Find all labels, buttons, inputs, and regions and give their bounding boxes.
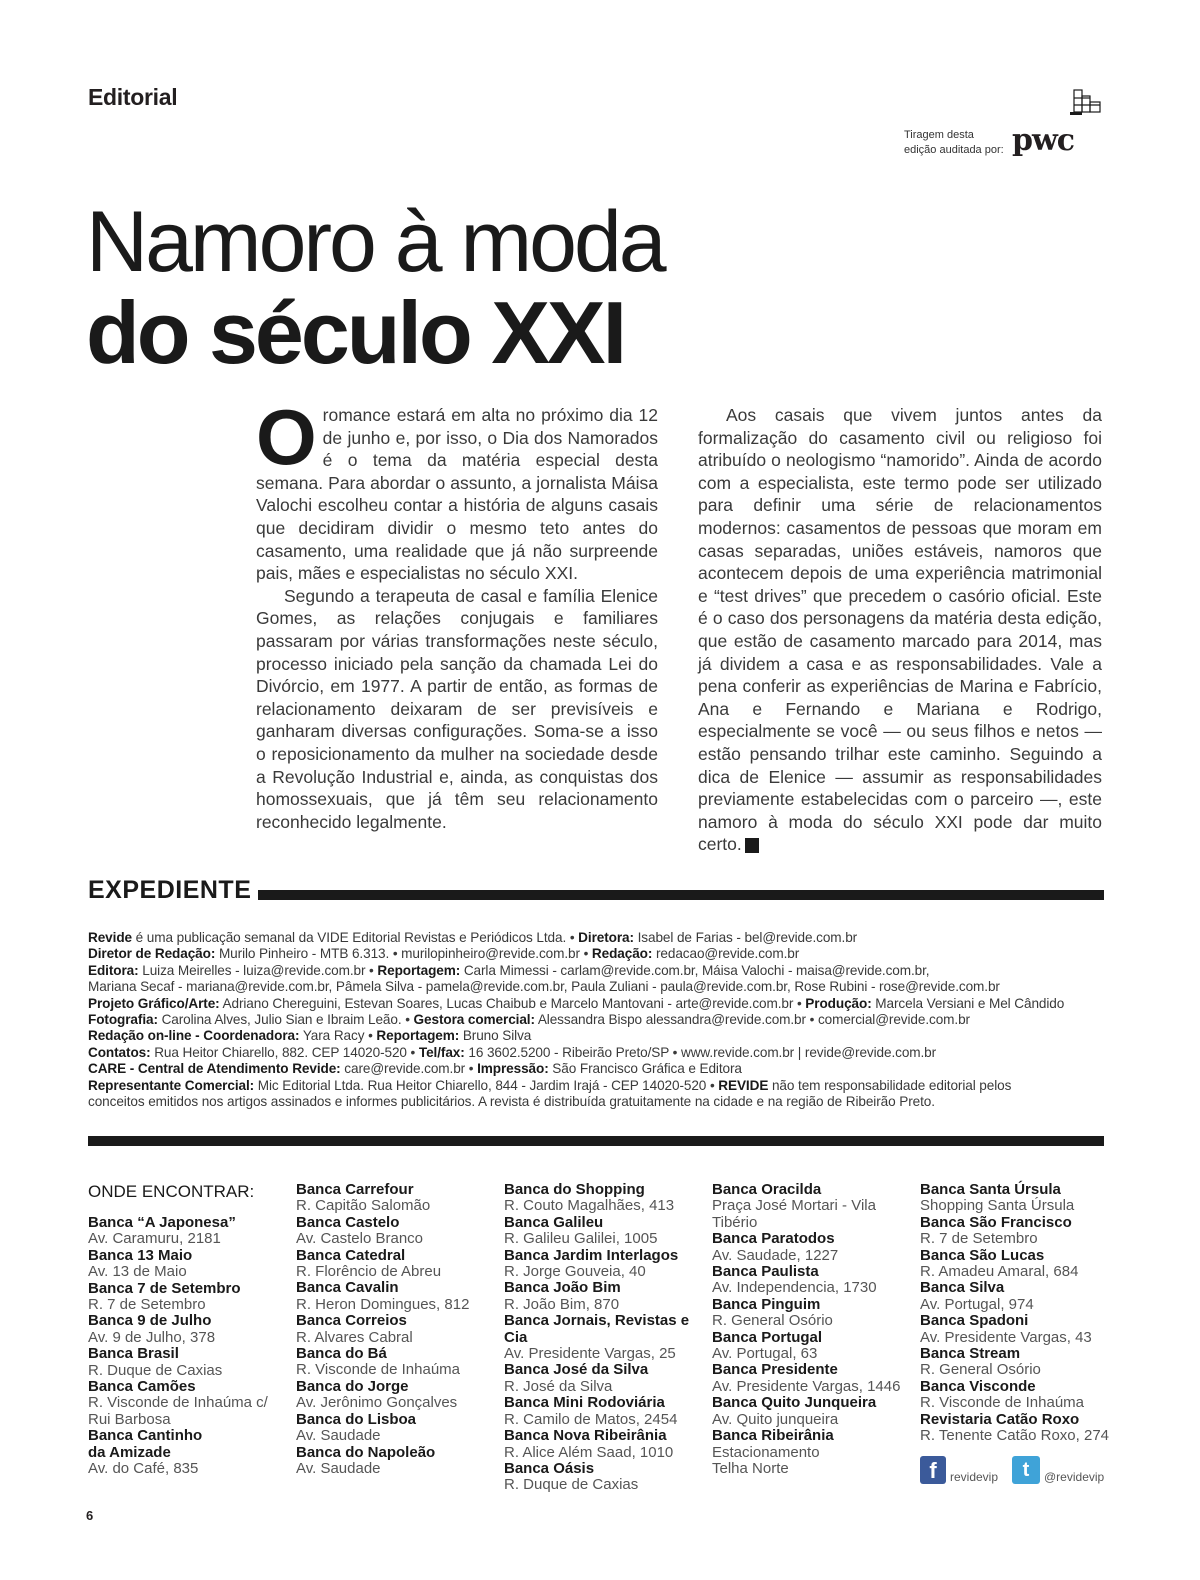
expediente-label: Diretora: [578,930,634,945]
newsstand-address: R. José da Silva [504,1377,613,1395]
newsstand-name: Banca 7 de Setembro [88,1279,241,1297]
newsstand-address: R. General Osório [712,1312,833,1330]
expediente-value: Carla Mimessi - carlam@revide.com.br, Máisa Valochi - maisa@revide.com.br, [460,962,930,978]
expediente-value: não tem responsabilidade editorial pelos [768,1077,1012,1093]
newsstand-name: Banca Castelo [296,1213,400,1231]
newsstand-column [920,1182,1120,1445]
onde-encontrar-title: ONDE ENCONTRAR: [88,1182,255,1201]
newsstand-name: Revistaria Catão Roxo [920,1410,1080,1428]
expediente-label: Representante Comercial: [88,1077,255,1093]
expediente-value: redacao@revide.com.br [652,946,800,962]
expediente-value: care@revide.com.br • [340,1061,478,1077]
newsstand-address: Tibério [712,1213,758,1231]
article-column-right [698,404,1102,856]
expediente-value: Luiza Meirelles - luiza@revide.com.br • [138,962,378,978]
newsstand-address: Av. 9 de Julho, 378 [88,1328,216,1346]
page-number: 6 [86,1508,94,1523]
newsstand-name: Banca Silva [920,1279,1005,1297]
expediente-credits [88,930,1108,1110]
newsstand-name: Banca Camões [88,1378,196,1396]
newsstand-address: R. Duque de Caxias [504,1476,639,1494]
expediente-value: é uma publicação semanal da VIDE Editorial Revistas e Periódicos Ltda. • [131,930,579,945]
newsstand-address: R. 7 de Setembro [920,1230,1038,1248]
newsstand-address: R. Alice Além Saad, 1010 [504,1443,674,1461]
expediente-value: Mic Editorial Ltda. Rua Heitor Chiarello, 844 - Jardim Irajá - CEP 14020-520 • [254,1077,719,1093]
newsstand-name: Banca São Francisco [920,1213,1072,1231]
newsstand-address: R. General Osório [920,1361,1041,1379]
newsstand-name: Banca do Napoleão [296,1443,436,1461]
newsstand-name: Banca Carrefour [296,1181,414,1198]
newsstand-address: R. Tenente Catão Roxo, 274 [920,1427,1110,1445]
expediente-label: Redação on-line - Coordenadora: [88,1028,300,1044]
expediente-label: Gestora comercial: [413,1012,535,1028]
newsstand-name: Banca José da Silva [504,1361,649,1379]
expediente-line [88,979,1108,995]
newsstand-name: Banca Jardim Interlagos [504,1246,679,1264]
newsstand-name: Banca do Lisboa [296,1410,417,1428]
expediente-label: Redação: [591,946,653,962]
expediente-line [88,1045,1108,1061]
expediente-label: Editora: [88,962,139,978]
newsstand-name: Banca do Shopping [504,1181,645,1198]
expediente-value: Mariana Secaf - mariana@revide.com.br, Pâmela Silva - pamela@revide.com.br, Paula Zuliani - paula@revide.com.br, Rose Rubini - rose@revide.com.br [88,979,1000,995]
newsstand-name: Banca 9 de Julho [88,1312,212,1330]
newsstand-address: Av. Independencia, 1730 [712,1279,877,1297]
newsstand-address: R. Visconde de Inhaúma [296,1361,460,1379]
newsstand-name: Banca Jornais, Revistas e Cia [504,1312,690,1346]
expediente-value: Isabel de Farias - bel@revide.com.br [633,930,858,945]
expediente-line [88,1094,1108,1110]
expediente-label: REVIDE [718,1077,769,1093]
expediente-value: Bruno Silva [459,1028,532,1044]
expediente-label: Revide [88,930,132,945]
newsstand-name: Banca Mini Rodoviária [504,1394,665,1412]
expediente-label: Produção: [805,995,872,1011]
newsstand-name: Banca Brasil [88,1345,179,1363]
expediente-line [88,1061,1108,1077]
newsstand-address: Av. Portugal, 974 [920,1295,1034,1313]
newsstand-name: Banca do Jorge [296,1377,409,1395]
newsstand-name: Banca Ribeirânia [712,1427,834,1445]
expediente-line [88,996,1108,1012]
newsstand-name: Banca João Bim [504,1279,621,1297]
newsstand-address: Av. Presidente Vargas, 25 [504,1345,676,1363]
end-mark-icon: r [745,838,759,853]
headline-line-1: Namoro à moda [86,194,664,290]
newsstand-address: Av. Presidente Vargas, 43 [920,1328,1092,1346]
expediente-value: Murilo Pinheiro - MTB 6.313. • murilopinheiro@revide.com.br • [215,946,592,962]
newsstand-name: Banca “A Japonesa” [88,1214,236,1231]
audit-caption-line: Tiragem desta [904,129,974,141]
newsstand-address: Rui Barbosa [88,1410,171,1428]
newsstand-address: R. Couto Magalhães, 413 [504,1197,675,1215]
newsstand-name: Banca São Lucas [920,1246,1045,1264]
expediente-label: Reportagem: [376,1028,460,1044]
newsstand-name: Banca Presidente [712,1361,838,1379]
expediente-label: Contatos: [88,1044,151,1060]
newsstand-address: Av. 13 de Maio [88,1263,187,1281]
newsstand-name: Banca Cantinho [88,1427,203,1445]
article-paragraph [698,404,1102,856]
newsstand-name: Banca Stream [920,1345,1021,1363]
newsstand-address: R. Florêncio de Abreu [296,1263,442,1281]
newsstand-column [504,1182,704,1494]
newsstand-column [88,1215,288,1478]
expediente-label: Impressão: [477,1061,549,1077]
expediente-label: Diretor de Redação: [88,946,216,962]
section-label: Editorial [88,84,178,110]
newsstand-address: Av. Jerônimo Gonçalves [296,1394,458,1412]
facebook-link[interactable] [920,1454,998,1484]
newsstand-address: Av. Presidente Vargas, 1446 [712,1377,901,1395]
expediente-label: Reportagem: [377,962,461,978]
expediente-value: Alessandra Bispo alessandra@revide.com.br • comercial@revide.com.br [534,1012,970,1028]
newsstand-name: Banca Portugal [712,1328,823,1346]
expediente-value: Rua Heitor Chiarello, 882. CEP 14020-520 • [150,1044,419,1060]
expediente-value: Carolina Alves, Julio Sian e Ibraim Leão. • [157,1012,414,1028]
newsstand-name: Banca Spadoni [920,1312,1029,1330]
newsstand-address: R. 7 de Setembro [88,1296,206,1314]
expediente-label: Fotografia: [88,1012,158,1028]
article-paragraph-text: romance estará em alta no próximo dia 12 de junho e, por isso, o Dia dos Namorados é o tema da matéria especial desta semana. Para abordar o assunto, a jornalista Máisa Valochi escolheu contar a história de alguns casais que decidiram dividir o mesmo teto antes do casamento, uma realidade que já não surpreende pais, mães e especialistas no século XXI. [256,405,658,584]
pwc-logo: pwc [1012,123,1075,158]
newsstand-name: Banca Oásis [504,1459,595,1477]
expediente-line [88,1012,1108,1028]
twitter-icon[interactable]: t [1012,1456,1040,1484]
newsstand-address: R. Galileu Galilei, 1005 [504,1230,658,1248]
expediente-label: CARE - Central de Atendimento Revide: [88,1061,341,1077]
twitter-handle[interactable]: @revidevip [1044,1470,1105,1484]
newsstand-name: Banca Cavalin [296,1279,399,1297]
newsstand-address: Praça José Mortari - Vila [712,1197,876,1215]
newsstand-address: R. João Bim, 870 [504,1295,620,1313]
expediente-line [88,946,1108,962]
newsstand-address: R. Amadeu Amaral, 684 [920,1263,1079,1281]
expediente-line [88,1028,1108,1044]
article-paragraph-text: Aos casais que vivem juntos antes da formalização do casamento civil ou religioso foi atribuído o neologismo “namorido”. Ainda de acordo com a especialista, este termo pode ser utilizado para definir uma série de relacionamentos modernos: casamentos de pessoas que moram em casas separadas, uniões estáveis, namoros que acontecem depois de uma experiência matrimonial e “test drives” que precedem o casório oficial. Este é o caso dos personagens da matéria desta edição, que estão de casamento marcado para 2014, mas já dividem a casa e as responsabilidades. Vale a pena conferir as experiências de Marina e Fabrício, Ana e Fernando e Mariana e Rodrigo, especialmente se você — ou seus filhos e netos — estão pensando trilhar este caminho. Seguindo a dica de Elenice — assumir as responsabilidades previamente estabelecidas com o parceiro —, este namoro à moda do século XXI pode dar muito certo. [698,405,1102,855]
newsstand-address: R. Heron Domingues, 812 [296,1295,470,1313]
newsstand-address: R. Alvares Cabral [296,1328,413,1346]
newsstand-name: Banca Oracilda [712,1181,822,1198]
newsstand-address: R. Visconde de Inhaúma [920,1394,1084,1412]
newsstand-name: Banca Pinguim [712,1295,821,1313]
expediente-value: Yara Racy • [299,1028,377,1044]
expediente-value: Marcela Versiani e Mel Cândido [871,995,1065,1011]
newsstand-name: Banca Quito Junqueira [712,1394,877,1412]
expediente-value: São Francisco Gráfica e Editora [548,1061,742,1077]
newsstand-name: Banca Paratodos [712,1230,835,1248]
expediente-value: 16 3602.5200 - Ribeirão Preto/SP • www.revide.com.br | revide@revide.com.br [464,1044,937,1060]
audit-badge [904,86,1104,166]
newsstand-name: Banca Paulista [712,1263,819,1281]
newsstand-address: Av. Saudade [296,1459,381,1477]
expediente-value: conceitos emitidos nos artigos assinados e informes publicitários. A revista é distribuída gratuitamente na cidade e na região de Ribeirão Preto. [88,1094,935,1110]
expediente-value: Adriano Chereguini, Estevan Soares, Lucas Chaibub e Marcelo Mantovani - arte@revide.com.br • [219,995,806,1011]
newsstand-name: Banca Correios [296,1312,407,1330]
newsstand-address: Shopping Santa Úrsula [920,1197,1075,1215]
newsstand-name: Banca Visconde [920,1377,1036,1395]
newsstand-address: R. Duque de Caxias [88,1361,223,1379]
facebook-handle[interactable]: revidevip [950,1470,999,1484]
dropcap: O [256,393,317,481]
newsstand-address: Av. Castelo Branco [296,1230,424,1248]
newsstand-address: R. Jorge Gouveia, 40 [504,1263,646,1281]
newsstand-column [712,1182,912,1477]
divider [88,1136,1104,1146]
headline-line-2: do século XXI [86,283,625,382]
twitter-link[interactable] [1012,1454,1104,1484]
newsstand-address: Av. Portugal, 63 [712,1345,818,1363]
facebook-icon[interactable]: f [920,1456,946,1484]
headline [86,194,986,382]
newsstand-address: Estacionamento [712,1443,820,1461]
newsstand-name: da Amizade [88,1443,171,1461]
article-paragraph [256,393,658,585]
newsstand-address: R. Capitão Salomão [296,1197,431,1215]
expediente-label: Tel/fax: [418,1044,465,1060]
newsstand-address: R. Visconde de Inhaúma c/ [88,1394,268,1412]
newsstand-name: Banca do Bá [296,1345,387,1363]
newsstand-name: Banca Galileu [504,1213,604,1231]
newsstand-address: Av. Saudade [296,1427,381,1445]
expediente-title: EXPEDIENTE [88,876,252,904]
expediente-label: Projeto Gráfico/Arte: [88,995,220,1011]
newsstand-column [296,1182,496,1477]
newsstand-address: Av. Saudade, 1227 [712,1246,839,1264]
newsstand-address: Av. do Café, 835 [88,1460,199,1478]
expediente-line [88,1078,1108,1094]
article-column-left [256,393,658,833]
newsstand-address: Av. Quito junqueira [712,1410,839,1428]
article-paragraph: Segundo a terapeuta de casal e família Elenice Gomes, as relações conjugais e familiares passaram por várias transformações neste século, processo iniciado pela sanção da chamada Lei do Divórcio, em 1977. A partir de então, as formas de relacionamento deixaram de ser previsíveis e ganharam diversas configurações. Soma-se a isso o reposicionamento da mulher na sociedade desde a Revolução Industrial e, ainda, as conquistas dos homossexuais, que já têm seu relacionamento reconhecido legalmente. [256,585,658,832]
newsstand-name: Banca Catedral [296,1246,406,1264]
divider [258,890,1104,900]
expediente-line [88,930,1108,946]
newsstand-address: Telha Norte [712,1459,789,1477]
expediente-line [88,963,1108,979]
newsstand-name: Banca Nova Ribeirânia [504,1427,667,1445]
pwc-logo-mark-icon [1070,88,1104,116]
newsstand-address: Av. Caramuru, 2181 [88,1230,221,1248]
newsstand-name: Banca 13 Maio [88,1246,193,1264]
newsstand-name: Banca Santa Úrsula [920,1181,1061,1198]
audit-caption-line: edição auditada por: [904,144,1004,156]
newsstand-address: R. Camilo de Matos, 2454 [504,1410,678,1428]
audit-caption [904,128,1014,158]
